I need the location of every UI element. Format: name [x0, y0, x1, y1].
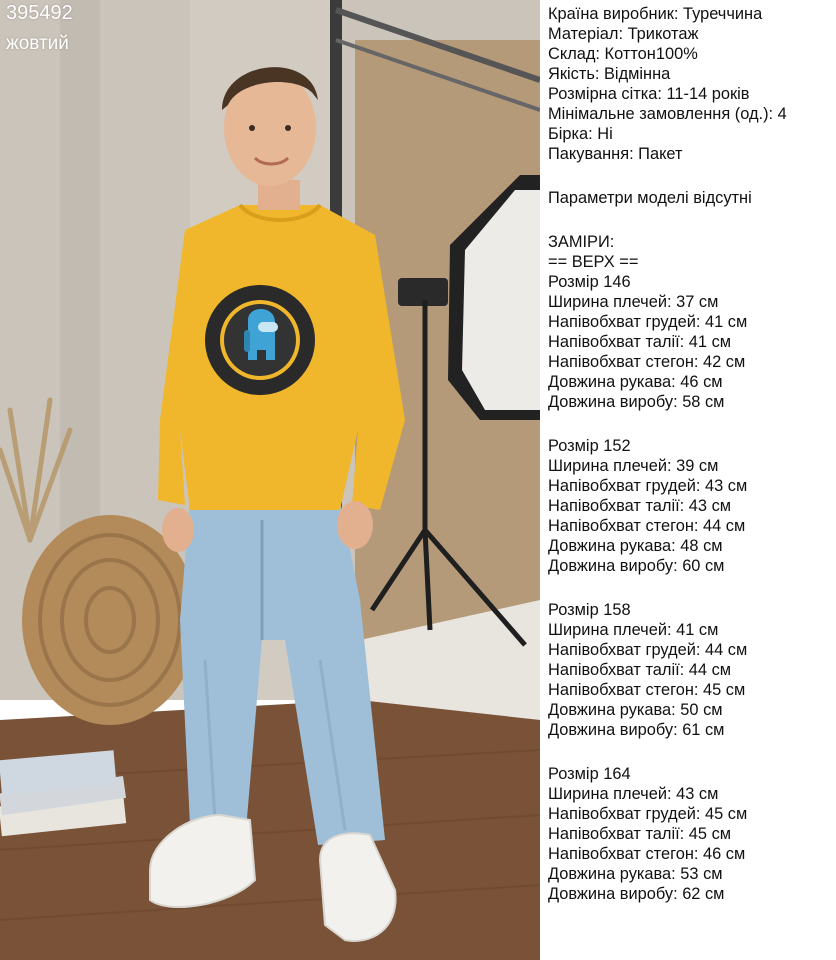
size-shoulders: Ширина плечей: 41 см	[548, 621, 719, 639]
spec-tag: Бірка: Ні	[548, 125, 613, 143]
size-chest: Напівобхват грудей: 43 см	[548, 477, 748, 495]
size-waist: Напівобхват талії: 41 см	[548, 333, 732, 351]
size-length: Довжина виробу: 61 см	[548, 721, 725, 739]
size-chest: Напівобхват грудей: 44 см	[548, 641, 748, 659]
size-block-146	[548, 272, 836, 412]
top-header: == ВЕРХ ==	[548, 253, 639, 271]
size-label: Розмір 158	[548, 601, 631, 619]
spec-min-order: Мінімальне замовлення (од.): 4	[548, 105, 787, 123]
size-shoulders: Ширина плечей: 37 см	[548, 293, 719, 311]
size-waist: Напівобхват талії: 43 см	[548, 497, 732, 515]
size-length: Довжина виробу: 62 см	[548, 885, 725, 903]
size-waist: Напівобхват талії: 45 см	[548, 825, 732, 843]
size-sleeve: Довжина рукава: 50 см	[548, 701, 723, 719]
color-label: жовтий	[6, 33, 69, 54]
size-hips: Напівобхват стегон: 46 см	[548, 845, 746, 863]
size-sleeve: Довжина рукава: 48 см	[548, 537, 723, 555]
size-length: Довжина виробу: 60 см	[548, 557, 725, 575]
spec-composition: Склад: Коттон100%	[548, 45, 698, 63]
size-hips: Напівобхват стегон: 42 см	[548, 353, 746, 371]
spec-quality: Якість: Відмінна	[548, 65, 671, 83]
size-sleeve: Довжина рукава: 46 см	[548, 373, 723, 391]
size-block-164	[548, 764, 836, 904]
size-chest: Напівобхват грудей: 45 см	[548, 805, 748, 823]
magazine-stack	[0, 750, 126, 836]
spec-packaging: Пакування: Пакет	[548, 145, 683, 163]
spec-model-params: Параметри моделі відсутні	[548, 189, 752, 207]
size-hips: Напівобхват стегон: 44 см	[548, 517, 746, 535]
spec-country: Країна виробник: Туреччина	[548, 5, 763, 23]
size-waist: Напівобхват талії: 44 см	[548, 661, 732, 679]
spec-size-grid: Розмірна сітка: 11-14 років	[548, 85, 750, 103]
size-label: Розмір 164	[548, 765, 631, 783]
size-hips: Напівобхват стегон: 45 см	[548, 681, 746, 699]
size-shoulders: Ширина плечей: 43 см	[548, 785, 719, 803]
size-length: Довжина виробу: 58 см	[548, 393, 725, 411]
spec-material: Матеріал: Трикотаж	[548, 25, 699, 43]
size-block-158	[548, 600, 836, 740]
product-specs	[548, 4, 836, 904]
sku-number: 395492	[6, 2, 73, 24]
size-chest: Напівобхват грудей: 41 см	[548, 313, 748, 331]
size-label: Розмір 152	[548, 437, 631, 455]
size-sleeve: Довжина рукава: 53 см	[548, 865, 723, 883]
size-label: Розмір 146	[548, 273, 631, 291]
measurements-title: ЗАМІРИ:	[548, 233, 615, 251]
size-block-152	[548, 436, 836, 576]
size-shoulders: Ширина плечей: 39 см	[548, 457, 719, 475]
